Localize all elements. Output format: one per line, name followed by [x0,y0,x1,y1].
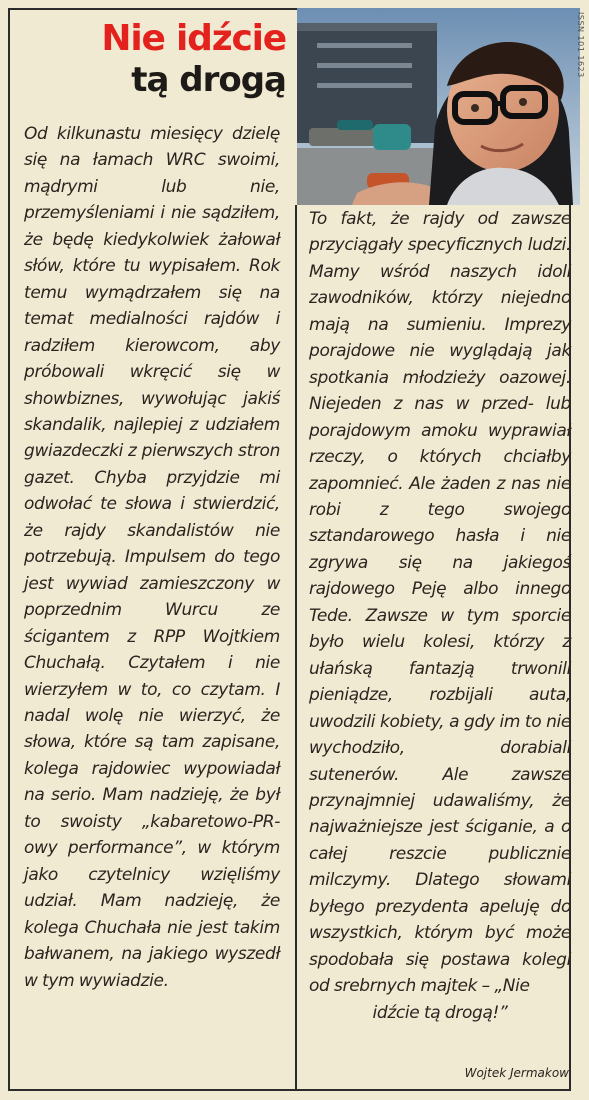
right-column-closing-line: idźcie tą drogą!” [372,1002,508,1023]
author-signature: Wojtek Jermakow [464,1066,569,1080]
column-divider [295,205,297,1091]
right-column-text: To fakt, że rajdy od zawsze przyciągały specyficznych ludzi. Mamy wśród naszych idoli zawodników, którzy niejedno mają na sumieniu. Imprezy porajdowe nie wyglądają jak spotkania młodzieży oazowej. Niejeden z nas w przed- lub porajdowym amoku wyprawiał rzeczy, o których chciałby zapomnieć. Ale żaden z nas nie robi z tego swojego sztandarowego hasła i nie zgrywa się na jakiegoś rajdowego Peję albo innego Tede. Zawsze w tym sporcie było wielu kolesi, którzy z ułańską fantazją trwonili pieniądze, rozbijali auta, uwodzili kobiety, a gdy im to nie wychodziło, dorabiali sutenerów. Ale zawsze przynajmniej udawaliśmy, że najważniejsze jest ściganie, a o całej reszcie publicznie milczymy. Dlatego słowami byłego prezydenta apeluję do wszystkich, którym być może spodobała się postawa kolegi od srebrnych majtek – „Nie [309,209,571,997]
author-photo [297,8,580,205]
issn-code: ISSN 101 1623 [576,12,585,78]
author-photo-illustration [297,8,580,205]
article-title [18,18,286,112]
title-line-1: Nie idźcie [101,18,286,59]
right-column [309,206,571,1026]
title-line-2: tą drogą [131,60,286,100]
left-column-text: Od kilkunastu miesięcy dzielę się na łamach WRC swoimi, mądrymi lub nie, przemyśleniami i nie sądziłem, że będę kiedykolwiek żałował słów, które tu wypisałem. Rok temu wymądrzałem się na temat medialności rajdów i radziłem kierowcom, aby próbowali wkręcić się w showbiznes, wywołując jakiś skandalik, najlepiej z udziałem gwiazdeczki z pierwszych stron gazet. Chyba przyjdzie mi odwołać te słowa i stwierdzić, że rajdy skandalistów nie potrzebują. Impulsem do tego jest wywiad zamieszczony w poprzednim Wurcu ze ścigantem z RPP Wojtkiem Chuchałą. Czytałem i nie wierzyłem w to, co czytam. I nadal wolę nie wierzyć, że słowa, które są tam zapisane, kolega rajdowiec wypowiadał na serio. Mam nadzieję, że był to swoisty „kabaretowo-PR-owy performance”, w którym jako czytelnicy wzięliśmy udział. Mam nadzieję, że kolega Chuchała nie jest takim bałwanem, na jakiego wyszedł w tym wywiadzie. [24,124,280,991]
